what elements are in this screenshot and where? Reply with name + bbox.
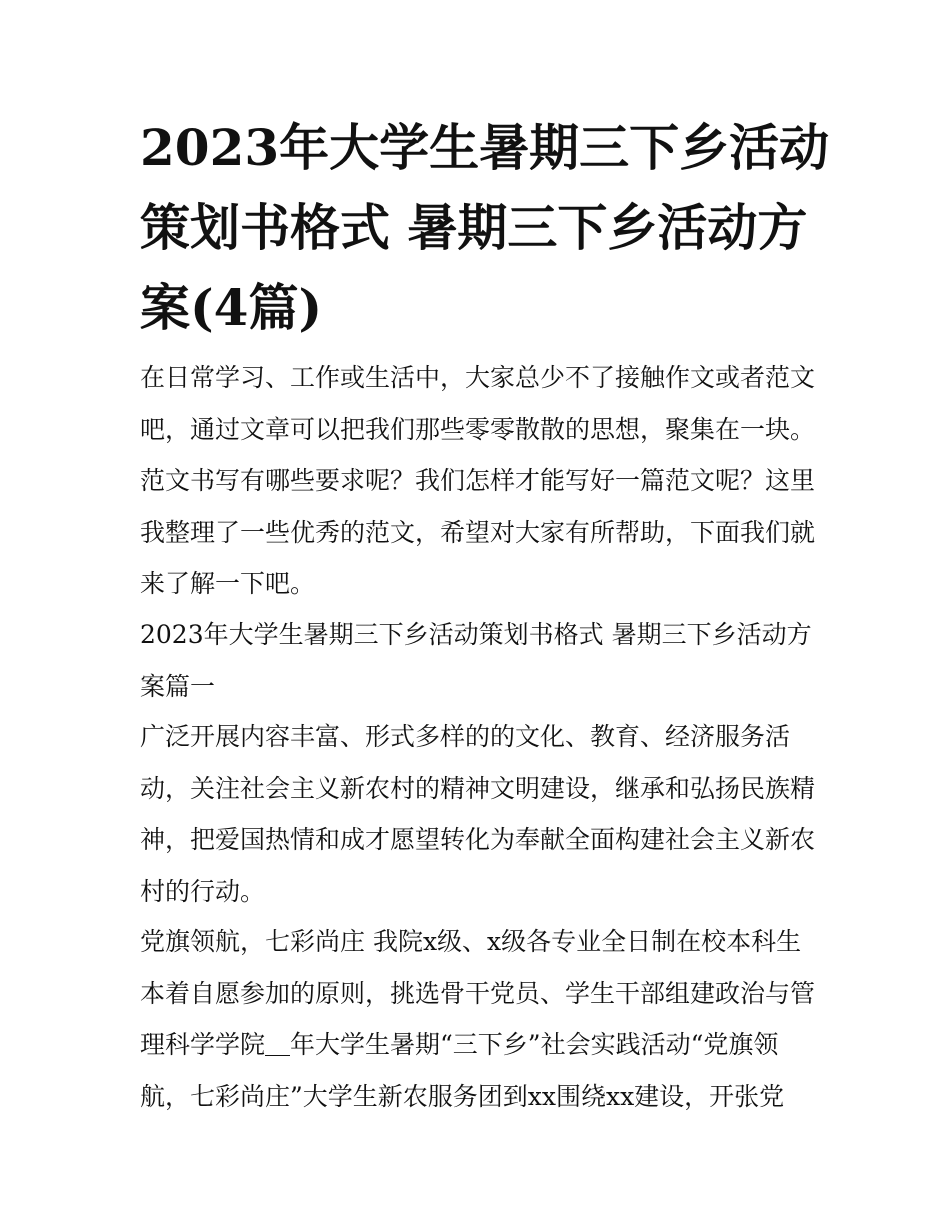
text-line: 案篇一	[140, 671, 216, 701]
body-paragraph	[140, 916, 820, 1122]
section-heading	[140, 609, 820, 712]
text-line: 来了解一下吧。	[140, 569, 316, 598]
text-line: 广泛开展内容丰富、形式多样的的文化、教育、经济服务活	[140, 722, 791, 751]
body-paragraph	[140, 711, 820, 917]
title-line: 2023年大学生暑期三下乡活动	[140, 118, 830, 177]
text-line: 村的行动。	[140, 876, 266, 906]
text-line: 2023年大学生暑期三下乡活动策划书格式 暑期三下乡活动方	[140, 620, 812, 649]
document-title	[140, 108, 830, 348]
intro-paragraph	[140, 352, 820, 610]
text-line: 航，七彩尚庄”大学生新农服务团到xx围绕xx建设，开张党	[140, 1081, 785, 1111]
text-line: 动，关注社会主义新农村的精神文明建设，继承和弘扬民族精	[140, 773, 816, 803]
text-line: 吧，通过文章可以把我们那些零零散散的思想，聚集在一块。	[140, 414, 816, 444]
title-line: 案(4篇)	[140, 278, 323, 337]
text-line: 神，把爱国热情和成才愿望转化为奉献全面构建社会主义新农	[140, 825, 816, 854]
text-line: 在日常学习、工作或生活中，大家总少不了接触作文或者范文	[140, 363, 816, 392]
text-line: 理科学学院＿年大学生暑期“三下乡”社会实践活动“党旗领	[140, 1030, 779, 1059]
text-line: 范文书写有哪些要求呢？我们怎样才能写好一篇范文呢？这里	[140, 466, 816, 495]
title-line: 策划书格式 暑期三下乡活动方	[140, 198, 808, 257]
text-line: 本着自愿参加的原则，挑选骨干党员、学生干部组建政治与管	[140, 978, 816, 1008]
text-line: 我整理了一些优秀的范文，希望对大家有所帮助，下面我们就	[140, 517, 816, 547]
text-line: 党旗领航，七彩尚庄 我院x级、x级各专业全日制在校本科生	[140, 927, 802, 956]
